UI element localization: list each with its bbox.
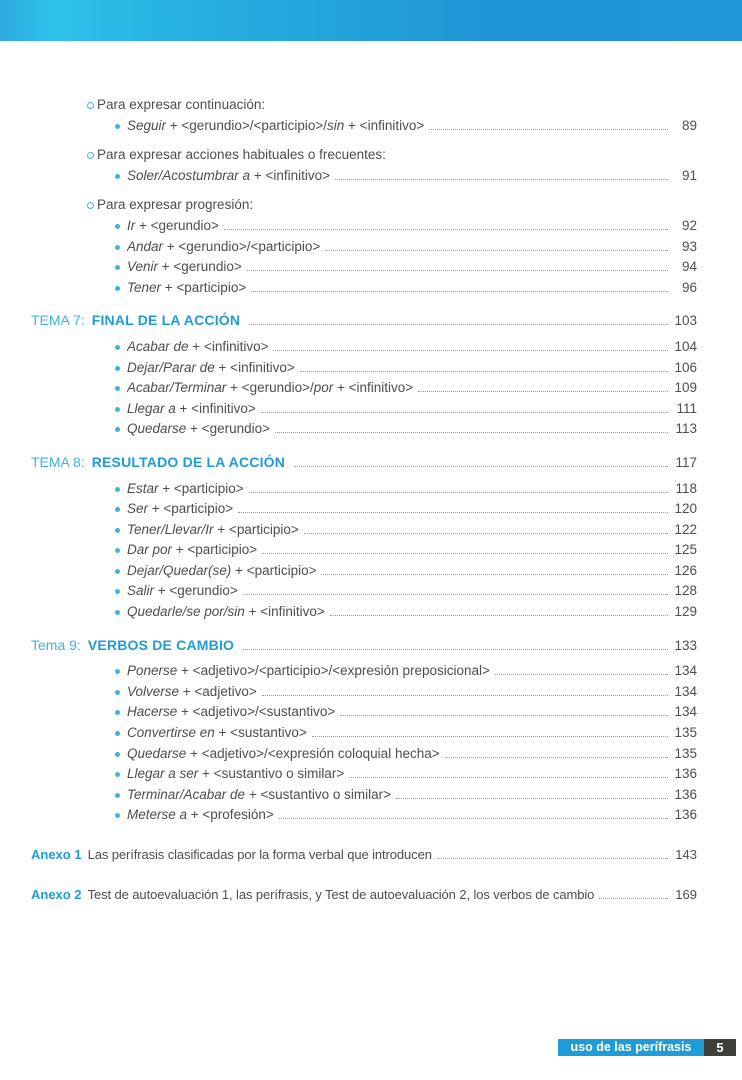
group-label (97, 95, 265, 116)
dot-bullet-icon (115, 407, 120, 412)
dot-bullet-icon (115, 265, 120, 270)
entry-label-segment: + <gerundio> (186, 421, 270, 437)
toc-entry (31, 499, 697, 520)
page-number: 134 (674, 683, 697, 699)
page-number: 129 (674, 604, 697, 620)
toc-entry (31, 682, 697, 703)
entry-label (127, 216, 219, 237)
dot-bullet-icon (115, 690, 120, 695)
entry-label-segment: + <infinitivo> (188, 338, 269, 354)
toc-entry (31, 310, 697, 332)
toc-entry (31, 95, 697, 116)
entry-label-segment: Andar (127, 238, 164, 254)
toc-entry (31, 635, 697, 657)
entry-label-segment: + <gerundio> (154, 583, 238, 599)
toc-entry (31, 805, 697, 826)
page-number: 169 (675, 886, 697, 902)
entry-label-segment: Quedarse (127, 745, 187, 761)
toc-entry (31, 479, 697, 500)
entry-label-segment: + <infinitivo> (175, 400, 256, 416)
toc-entry (31, 452, 697, 474)
tema-title: FINAL DE LA ACCIÓN (91, 312, 241, 329)
page-number: 134 (674, 663, 697, 679)
page-number: 111 (676, 400, 697, 416)
entry-label (127, 785, 391, 806)
dot-bullet-icon (115, 507, 120, 512)
toc-entry (31, 337, 697, 358)
entry-label-segment: + <profesión> (187, 807, 274, 823)
entry-label (127, 257, 242, 278)
entry-label-segment: por (313, 380, 334, 396)
toc-entry (31, 378, 697, 399)
page-number: 135 (674, 725, 697, 741)
toc (31, 86, 697, 905)
entry-label-segment: + <participio> (213, 521, 299, 537)
entry-label-segment: Dejar/Quedar(se) (127, 562, 232, 578)
toc-entry (31, 278, 697, 299)
page-number: 136 (674, 786, 697, 802)
entry-label (127, 561, 316, 582)
entry-label-segment: Volverse (127, 683, 180, 699)
entry-label-segment: + <gerundio>/<participio>/ (166, 117, 328, 133)
dot-bullet-icon (115, 548, 120, 553)
entry-label (127, 682, 257, 703)
page-number: 96 (681, 279, 697, 295)
entry-label-segment: + <infinitivo> (344, 117, 425, 133)
entry-label-segment: + <gerundio>/<participio> (163, 238, 321, 254)
entry-label-segment: + <participio> (172, 542, 258, 558)
tema-title: VERBOS DE CAMBIO (87, 636, 235, 653)
entry-label-segment: Convertirse en (127, 725, 215, 741)
toc-entry (31, 216, 697, 237)
entry-label-segment: Llegar a ser (127, 766, 199, 782)
entry-label (127, 581, 238, 602)
dot-bullet-icon (115, 427, 120, 432)
toc-entry (31, 399, 697, 420)
tema-prefix: Tema 9: (31, 636, 81, 653)
entry-label (127, 358, 295, 379)
entry-label (127, 278, 246, 299)
entry-label-segment: Estar (127, 480, 159, 496)
entry-label-segment: Quedarle/se por/sin (127, 604, 245, 620)
page-number: 135 (674, 745, 697, 761)
dot-bullet-icon (115, 286, 120, 291)
dot-bullet-icon (115, 366, 120, 371)
toc-entry (31, 257, 697, 278)
entry-label (127, 419, 270, 440)
page-number: 94 (681, 259, 697, 275)
tema-prefix: TEMA 7: (31, 312, 85, 329)
dot-bullet-icon (115, 345, 120, 350)
page-number: 120 (674, 501, 697, 517)
entry-label-segment: Acabar/Terminar (127, 380, 227, 396)
page-number: 134 (674, 704, 697, 720)
group-label (97, 145, 386, 166)
toc-entry (31, 540, 697, 561)
toc-entry (31, 116, 697, 137)
dot-bullet-icon (115, 386, 120, 391)
entry-label-segment: Terminar/Acabar de (127, 786, 246, 802)
page-number: 109 (674, 380, 697, 396)
toc-entry (31, 358, 697, 379)
page-number: 126 (674, 562, 697, 578)
entry-label-segment: + <infinitivo> (244, 604, 325, 620)
entry-label-segment: Hacerse (127, 704, 178, 720)
dot-bullet-icon (115, 772, 120, 777)
page-number: 117 (675, 454, 697, 470)
entry-label (127, 116, 424, 137)
entry-label-segment: + <sustantivo o similar> (198, 766, 345, 782)
dot-bullet-icon (115, 569, 120, 574)
entry-label-segment: Seguir (127, 117, 167, 133)
entry-label (127, 602, 325, 623)
toc-entry (31, 744, 697, 765)
toc-entry (31, 723, 697, 744)
dot-bullet-icon (115, 224, 120, 229)
tema-title: RESULTADO DE LA ACCIÓN (91, 453, 286, 470)
page-number: 128 (674, 583, 697, 599)
entry-label-segment: Dejar/Parar de (127, 359, 215, 375)
header-bar (0, 0, 742, 41)
entry-label-segment: Llegar a (127, 400, 176, 416)
page-number: 106 (674, 359, 697, 375)
entry-label (127, 479, 244, 500)
dot-bullet-icon (115, 610, 120, 615)
anexo-title: Las perífrasis clasificadas por la forma verbal que introducen (87, 847, 432, 862)
toc-entry (31, 166, 697, 187)
entry-label (127, 702, 335, 723)
toc-entry (31, 195, 697, 216)
entry-label-segment: + <adjetivo>/<expresión coloquial hecha> (186, 745, 440, 761)
dot-bullet-icon (115, 174, 120, 179)
anexo-prefix: Anexo 1 (31, 847, 82, 862)
entry-label-segment: Dar por (127, 542, 173, 558)
page-number: 91 (681, 167, 697, 183)
anexo-prefix: Anexo 2 (31, 886, 82, 902)
entry-label-segment: + <participio> (158, 480, 244, 496)
entry-label-segment: + <infinitivo> (333, 380, 414, 396)
page-number: 103 (674, 313, 697, 329)
entry-label-segment: + <gerundio> (135, 217, 219, 233)
toc-entry (31, 602, 697, 623)
entry-label-segment: sin (327, 117, 345, 133)
page-number: 89 (681, 117, 697, 133)
dot-bullet-icon (115, 669, 120, 674)
footer (558, 1039, 736, 1056)
footer-section-label: uso de las perífrasis (558, 1039, 704, 1056)
entry-label-segment: + <infinitivo> (250, 167, 330, 183)
entry-label-segment: Quedarse (127, 421, 187, 437)
dot-bullet-icon (115, 710, 120, 715)
entry-label-segment: + <gerundio> (158, 259, 242, 275)
entry-label (127, 399, 256, 420)
entry-label-segment: + <adjetivo>/<participio>/<expresión preposicional> (177, 663, 490, 679)
toc-entry (31, 145, 697, 166)
page-number: 104 (674, 338, 697, 354)
toc-entry (31, 237, 697, 258)
entry-label-segment: + <infinitivo> (214, 359, 295, 375)
entry-label-segment: Ir (127, 217, 136, 233)
entry-label-segment: Venir (127, 259, 159, 275)
dot-bullet-icon (115, 528, 120, 533)
entry-label-segment: + <sustantivo> (214, 725, 307, 741)
entry-label-segment: + <participio> (148, 501, 234, 517)
entry-label-segment: + <participio> (161, 279, 247, 295)
entry-label (127, 723, 307, 744)
toc-entry (31, 764, 697, 785)
entry-label (127, 520, 299, 541)
page-number: 143 (675, 847, 697, 862)
toc-entry (31, 661, 697, 682)
dot-bullet-icon (115, 752, 120, 757)
entry-label-segment: + <participio> (231, 562, 317, 578)
page-number: 122 (674, 521, 697, 537)
entry-label (127, 540, 257, 561)
tema-prefix: TEMA 8: (31, 453, 85, 470)
entry-label (127, 166, 330, 187)
toc-entry (31, 885, 697, 906)
open-circle-bullet-icon (87, 102, 94, 109)
footer-page-number: 5 (704, 1039, 736, 1056)
entry-label (127, 378, 413, 399)
entry-label-segment: Tener (127, 279, 162, 295)
toc-entry (31, 520, 697, 541)
dot-bullet-icon (115, 731, 120, 736)
entry-label-segment: Ser (127, 501, 149, 517)
toc-entry (31, 785, 697, 806)
entry-label-segment: + <sustantivo o similar> (245, 786, 392, 802)
entry-label-segment: Meterse a (127, 807, 188, 823)
toc-entry (31, 845, 697, 866)
entry-label (127, 499, 233, 520)
entry-label-segment: Para expresar continuación: (97, 97, 266, 112)
page-number: 118 (675, 480, 697, 496)
entry-label-segment: + <adjetivo>/<sustantivo> (177, 704, 336, 720)
group-label (97, 195, 253, 216)
dot-bullet-icon (115, 245, 120, 250)
page-number: 136 (674, 807, 697, 823)
page-number: 125 (674, 542, 697, 558)
anexo-title: Test de autoevaluación 1, las perífrasis, y Test de autoevaluación 2, los verbos de cambio (87, 886, 595, 902)
dot-bullet-icon (115, 124, 120, 129)
entry-label (127, 744, 440, 765)
dot-bullet-icon (115, 487, 120, 492)
page-number: 136 (674, 766, 697, 782)
page-number: 133 (674, 637, 697, 653)
page-number: 93 (681, 238, 697, 254)
entry-label-segment: + <gerundio>/ (226, 380, 314, 396)
open-circle-bullet-icon (87, 152, 94, 159)
entry-label-segment: Ponerse (127, 663, 178, 679)
page-number: 113 (675, 421, 697, 437)
entry-label (127, 661, 490, 682)
entry-label (127, 805, 274, 826)
entry-label-segment: Salir (127, 583, 155, 599)
toc-entry (31, 702, 697, 723)
toc-entry (31, 581, 697, 602)
entry-label-segment: Para expresar progresión: (97, 197, 254, 213)
entry-label-segment: Para expresar acciones habituales o frecuentes: (97, 147, 386, 163)
entry-label-segment: Acabar de (127, 338, 189, 354)
dot-bullet-icon (115, 589, 120, 594)
entry-label (127, 337, 268, 358)
entry-label-segment: + <adjetivo> (179, 683, 257, 699)
entry-label-segment: Soler/Acostumbrar a (127, 167, 251, 183)
entry-label-segment: Tener/Llevar/Ir (127, 521, 214, 537)
open-circle-bullet-icon (87, 202, 94, 209)
dot-bullet-icon (115, 793, 120, 798)
entry-label (127, 764, 344, 785)
toc-entry (31, 419, 697, 440)
page-number: 92 (681, 217, 697, 233)
entry-label (127, 237, 320, 258)
dot-bullet-icon (115, 813, 120, 818)
toc-entry (31, 561, 697, 582)
